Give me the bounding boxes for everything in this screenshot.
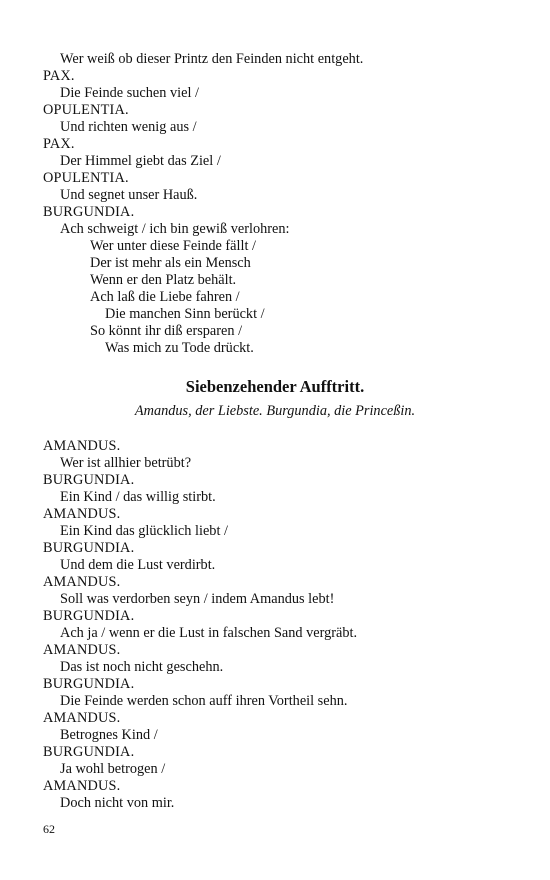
verse-line: Und dem die Lust verdirbt.: [60, 557, 216, 573]
verse-line: Wenn er den Platz behält.: [90, 272, 237, 288]
scene-characters: Amandus, der Liebste. Burgundia, die Princeßin.: [134, 403, 416, 419]
speaker-name: OPULENTIA.: [43, 102, 129, 118]
speaker-name: BURGUNDIA.: [43, 676, 135, 692]
scene-heading: Siebenzehender Aufftritt.: [185, 377, 365, 396]
page-number: 62: [43, 822, 55, 836]
verse-line: Und richten wenig aus /: [60, 119, 197, 135]
speaker-name: AMANDUS.: [43, 506, 121, 522]
verse-line: Wer unter diese Feinde fällt /: [90, 238, 256, 254]
verse-line: Doch nicht von mir.: [60, 795, 175, 811]
speaker-name: PAX.: [43, 136, 75, 152]
speaker-name: PAX.: [43, 68, 75, 84]
verse-line: Ach laß die Liebe fahren /: [90, 289, 240, 305]
speaker-name: BURGUNDIA.: [43, 540, 135, 556]
verse-line: Ach schweigt / ich bin gewiß verlohren:: [60, 221, 290, 237]
speaker-name: BURGUNDIA.: [43, 472, 135, 488]
verse-line: Soll was verdorben seyn / indem Amandus lebt!: [60, 591, 335, 607]
verse-line: Der Himmel giebt das Ziel /: [60, 153, 221, 169]
verse-line: Ein Kind / das willig stirbt.: [60, 489, 216, 505]
speaker-name: AMANDUS.: [43, 438, 121, 454]
verse-line: Wer weiß ob dieser Printz den Feinden nicht entgeht.: [60, 51, 364, 67]
verse-line: So könnt ihr diß ersparen /: [90, 323, 243, 339]
speaker-name: BURGUNDIA.: [43, 204, 135, 220]
verse-line: Der ist mehr als ein Mensch: [90, 255, 251, 271]
speaker-name: BURGUNDIA.: [43, 744, 135, 760]
verse-line: Die Feinde suchen viel /: [60, 85, 199, 101]
verse-line: Die manchen Sinn berückt /: [105, 306, 265, 322]
verse-line: Ein Kind das glücklich liebt /: [60, 523, 228, 539]
speaker-name: BURGUNDIA.: [43, 608, 135, 624]
verse-line: Ja wohl betrogen /: [60, 761, 166, 777]
verse-line: Die Feinde werden schon auff ihren Vortheil sehn.: [60, 693, 348, 709]
verse-line: Das ist noch nicht geschehn.: [60, 659, 224, 675]
verse-line: Betrognes Kind /: [60, 727, 158, 743]
speaker-name: OPULENTIA.: [43, 170, 129, 186]
speaker-name: AMANDUS.: [43, 778, 121, 794]
speaker-name: AMANDUS.: [43, 642, 121, 658]
speaker-name: AMANDUS.: [43, 574, 121, 590]
verse-line: Und segnet unser Hauß.: [60, 187, 198, 203]
speaker-name: AMANDUS.: [43, 710, 121, 726]
verse-line: Ach ja / wenn er die Lust in falschen Sand vergräbt.: [60, 625, 358, 641]
verse-line: Was mich zu Tode drückt.: [105, 340, 254, 356]
verse-line: Wer ist allhier betrübt?: [60, 455, 192, 471]
